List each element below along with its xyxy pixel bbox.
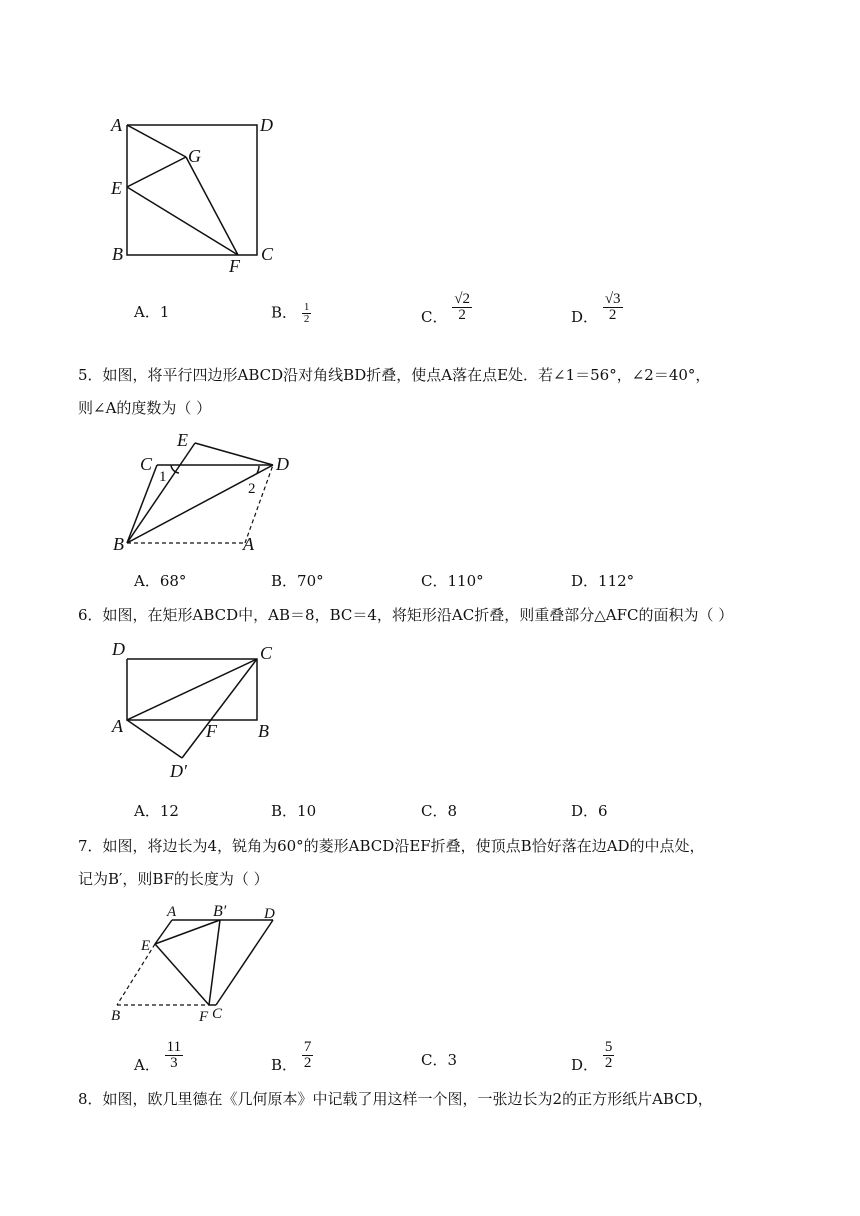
- segment-ad-prime: [127, 720, 182, 758]
- label-c: C: [261, 244, 274, 264]
- q6-option-b[interactable]: B．10: [271, 802, 317, 820]
- label-e: E: [111, 178, 122, 198]
- segment-ef: [155, 944, 209, 1005]
- diagonal-ac: [127, 659, 257, 720]
- label-a: A: [167, 904, 177, 920]
- q7-text-line1: 7．如图，将边长为4，锐角为60°的菱形ABCD沿EF折叠，使顶点B恰好落在边AD的中点处，: [78, 837, 705, 855]
- segment-d-prime-c: [182, 659, 257, 758]
- q4-option-a[interactable]: A．1: [134, 303, 170, 321]
- segment-ag: [127, 125, 186, 157]
- q5-text-line2: 则∠A的度数为（ ）: [78, 399, 212, 417]
- q7-option-a[interactable]: A． $\frac{11}{3}$: [134, 1039, 182, 1074]
- q7-figure: [105, 898, 295, 1028]
- label-d: D: [264, 906, 275, 922]
- label-a: A: [243, 534, 254, 554]
- segment-be: [127, 443, 195, 543]
- label-b: B: [113, 534, 124, 554]
- q6-option-c[interactable]: C．8: [421, 802, 458, 820]
- segment-ef: [127, 187, 238, 255]
- q6-option-a[interactable]: A．12: [134, 802, 179, 820]
- q4-figure: [100, 105, 290, 280]
- label-d: D: [260, 115, 273, 135]
- fraction: $\frac{√3}{2}$: [604, 291, 621, 323]
- label-c: C: [260, 643, 273, 663]
- label-f: F: [229, 256, 240, 276]
- label-f: F: [199, 1009, 209, 1025]
- label-b: B: [112, 244, 123, 264]
- q6-option-d[interactable]: D．6: [571, 802, 608, 820]
- q6-figure: [100, 635, 300, 785]
- q4-option-c[interactable]: C． $\frac{√2}{2}$: [421, 291, 470, 326]
- q5-option-c[interactable]: C．110°: [421, 572, 484, 590]
- q7-text-line2: 记为B′，则BF的长度为（ ）: [78, 870, 269, 888]
- label-d-prime: D′: [170, 761, 187, 781]
- label-a: A: [111, 115, 122, 135]
- q4-option-b[interactable]: B． $\frac{1}{2}$: [271, 301, 310, 325]
- segment-ed: [195, 443, 273, 465]
- q5-option-b[interactable]: B．70°: [271, 572, 324, 590]
- label-g: G: [188, 146, 201, 166]
- segment-cb: [127, 465, 157, 543]
- label-b: B: [258, 721, 269, 741]
- fraction: $\frac{√2}{2}$: [454, 291, 470, 323]
- q8-text-line1: 8．如图，欧几里德在《几何原本》中记载了用这样一个图，一张边长为2的正方形纸片ABCD，: [78, 1090, 713, 1108]
- q7-option-c[interactable]: C．3: [421, 1051, 458, 1069]
- segment-gf: [186, 157, 238, 255]
- fraction: $\frac{7}{2}$: [303, 1039, 312, 1071]
- q7-option-d[interactable]: D． $\frac{5}{2}$: [571, 1039, 613, 1074]
- diagonal-bd: [127, 465, 273, 543]
- segment-dc: [216, 920, 273, 1005]
- q6-text-line1: 6．如图，在矩形ABCD中，AB＝8，BC＝4，将矩形沿AC折叠，则重叠部分△AFC的面积为（ ）: [78, 606, 734, 624]
- label-e: E: [177, 430, 188, 450]
- label-angle-1: 1: [159, 469, 167, 485]
- dashed-ad: [245, 465, 273, 543]
- q7-option-b[interactable]: B． $\frac{7}{2}$: [271, 1039, 312, 1074]
- segment-eb-prime: [155, 920, 220, 944]
- q5-figure: [105, 428, 305, 558]
- fraction: $\frac{1}{2}$: [303, 301, 310, 325]
- q5-option-d[interactable]: D．112°: [571, 572, 635, 590]
- segment-eg: [127, 157, 186, 187]
- label-b: B: [111, 1008, 121, 1024]
- segment-b-prime-f: [209, 920, 220, 1005]
- q5-text-line1: 5．如图，将平行四边形ABCD沿对角线BD折叠，使点A落在点E处．若∠1＝56°，∠2＝40°，: [78, 366, 711, 384]
- q5-option-a[interactable]: A．68°: [134, 572, 187, 590]
- fraction: $\frac{5}{2}$: [604, 1039, 613, 1071]
- label-f: F: [206, 721, 217, 741]
- label-angle-2: 2: [248, 481, 256, 497]
- q4-option-d[interactable]: D． $\frac{√3}{2}$: [571, 291, 621, 326]
- label-e: E: [141, 938, 151, 954]
- square-abcd: [127, 125, 257, 255]
- label-b-prime: B′: [213, 903, 227, 920]
- label-c: C: [140, 454, 153, 474]
- fraction: $\frac{11}{3}$: [166, 1039, 182, 1071]
- label-c: C: [212, 1006, 223, 1022]
- label-d: D: [276, 454, 289, 474]
- label-d: D: [112, 639, 125, 659]
- label-a: A: [112, 716, 123, 736]
